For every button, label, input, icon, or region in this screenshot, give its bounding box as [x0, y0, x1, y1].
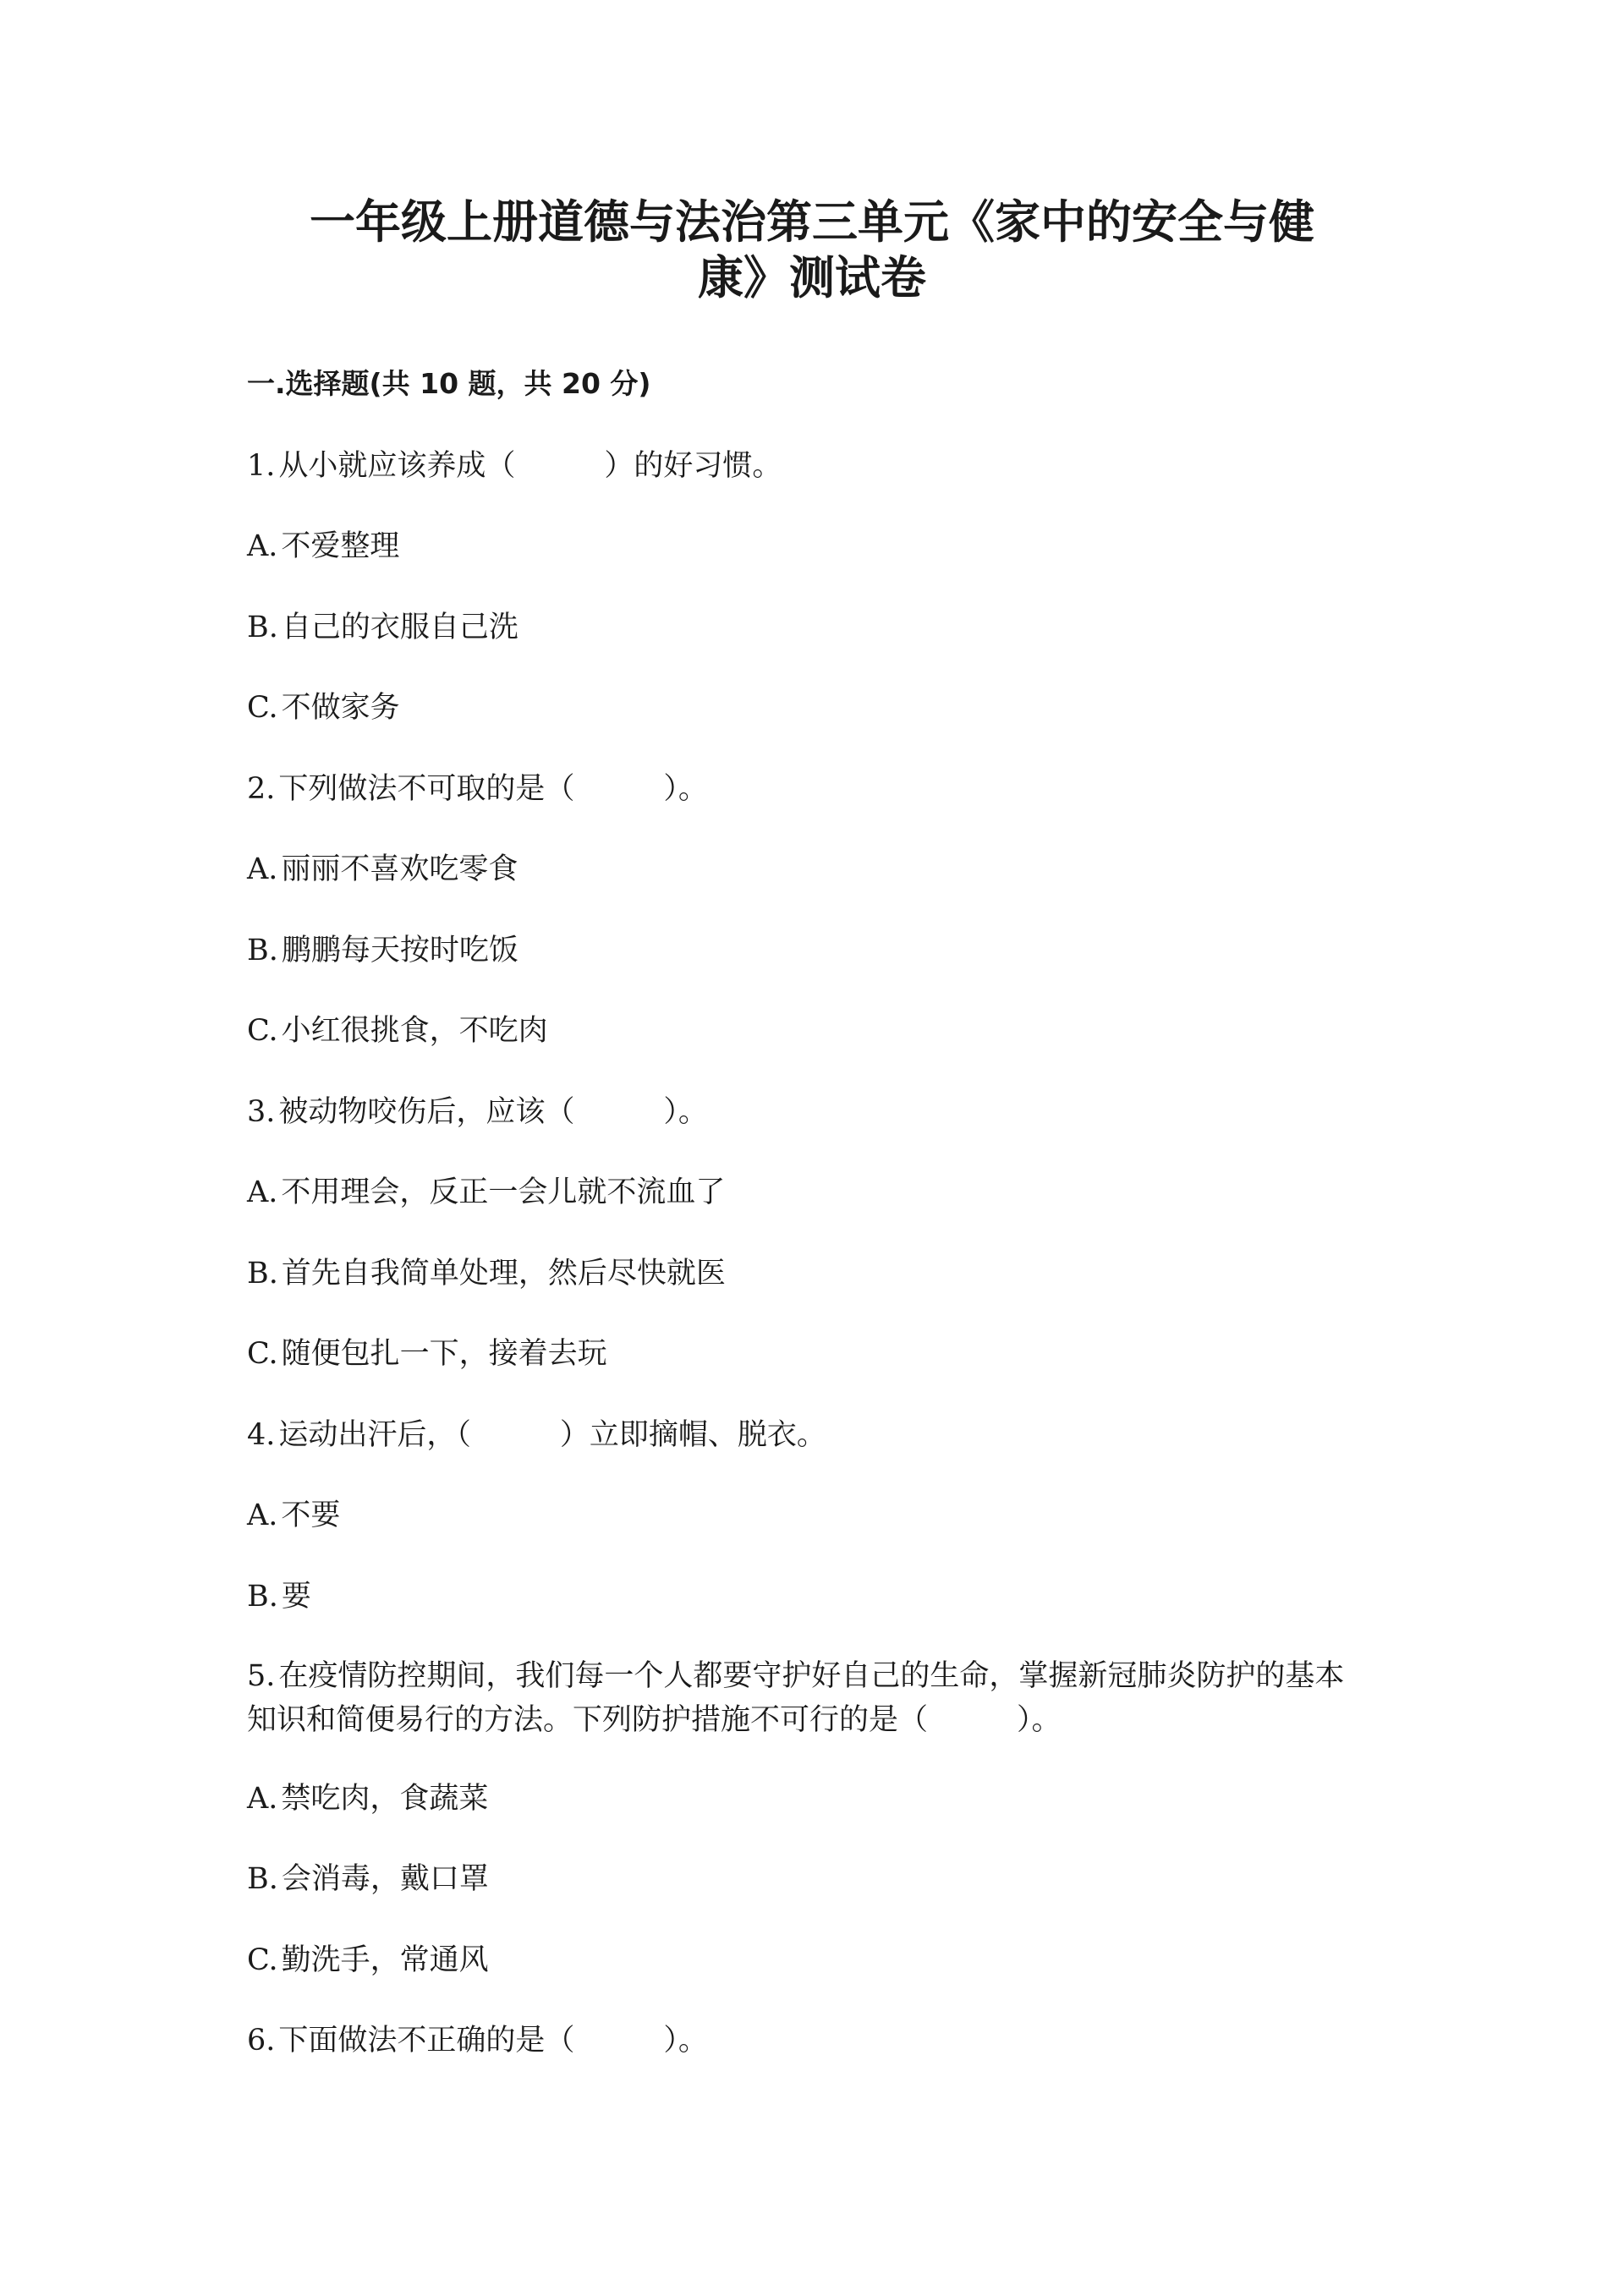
option-4a [247, 1493, 1380, 1537]
question-text: 被动物咬伤后，应该（ ）。 [278, 1095, 708, 1129]
question-number: 6. [247, 2024, 276, 2058]
option-text: 要 [281, 1580, 311, 1614]
option-1b [247, 606, 1380, 649]
question-number: 4. [247, 1418, 276, 1452]
question-1 [247, 444, 1380, 488]
page-title [0, 195, 1624, 306]
option-letter: C. [247, 691, 278, 725]
option-letter: B. [247, 1580, 278, 1614]
question-text: 下列做法不可取的是（ ）。 [278, 772, 708, 806]
option-text: 不要 [281, 1499, 341, 1532]
question-6 [247, 2019, 1380, 2063]
question-5 [247, 1654, 1372, 1742]
question-number: 2. [247, 772, 276, 806]
option-1a [247, 524, 1380, 568]
option-text: 不爱整理 [281, 529, 400, 563]
option-4b [247, 1575, 1380, 1619]
option-text: 会消毒，戴口罩 [281, 1862, 489, 1896]
option-5b [247, 1857, 1380, 1901]
option-letter: B. [247, 1257, 278, 1290]
option-3b [247, 1252, 1380, 1296]
option-2a [247, 847, 1380, 891]
question-text: 下面做法不正确的是（ ）。 [278, 2024, 708, 2058]
option-2b [247, 929, 1380, 973]
question-number: 3. [247, 1095, 276, 1129]
option-letter: A. [247, 529, 278, 563]
question-2 [247, 767, 1380, 811]
section-heading: 一.选择题(共 10 题，共 20 分) [247, 367, 651, 400]
question-text: 从小就应该养成（ ）的好习惯。 [278, 449, 782, 483]
option-5c [247, 1938, 1380, 1982]
question-3 [247, 1090, 1380, 1134]
option-text: 不用理会，反正一会儿就不流血了 [281, 1175, 726, 1209]
option-3a [247, 1170, 1380, 1214]
option-text: 小红很挑食，不吃肉 [281, 1014, 548, 1048]
title-line-1: 一年级上册道德与法治第三单元《家中的安全与健 [310, 195, 1314, 249]
option-text: 丽丽不喜欢吃零食 [281, 852, 518, 886]
option-text: 鹏鹏每天按时吃饭 [281, 934, 518, 967]
option-text: 勤洗手，常通风 [281, 1943, 489, 1977]
option-letter: A. [247, 852, 278, 886]
option-letter: B. [247, 934, 278, 967]
question-text: 在疫情防控期间，我们每一个人都要守护好自己的生命，掌握新冠肺炎防护的基本知识和简便易行的方法。下列防护措施不可行的是（ ）。 [247, 1659, 1345, 1737]
question-text: 运动出汗后，（ ）立即摘帽、脱衣。 [278, 1418, 826, 1452]
option-text: 不做家务 [281, 691, 400, 725]
title-line-2: 康》测试卷 [698, 251, 926, 304]
question-number: 5. [247, 1659, 276, 1693]
option-2c [247, 1009, 1380, 1053]
question-number: 1. [247, 449, 276, 483]
question-4 [247, 1413, 1380, 1457]
option-letter: A. [247, 1175, 278, 1209]
option-letter: B. [247, 1862, 278, 1896]
option-letter: A. [247, 1499, 278, 1532]
option-text: 随便包扎一下，接着去玩 [281, 1337, 607, 1371]
option-letter: C. [247, 1337, 278, 1371]
option-1c [247, 686, 1380, 730]
option-letter: C. [247, 1943, 278, 1977]
option-text: 首先自我简单处理，然后尽快就医 [281, 1257, 726, 1290]
option-letter: C. [247, 1014, 278, 1048]
option-5a [247, 1777, 1380, 1821]
option-3c [247, 1332, 1380, 1376]
option-letter: B. [247, 611, 278, 644]
option-letter: A. [247, 1782, 278, 1816]
option-text: 禁吃肉，食蔬菜 [281, 1782, 489, 1816]
option-text: 自己的衣服自己洗 [281, 611, 518, 644]
